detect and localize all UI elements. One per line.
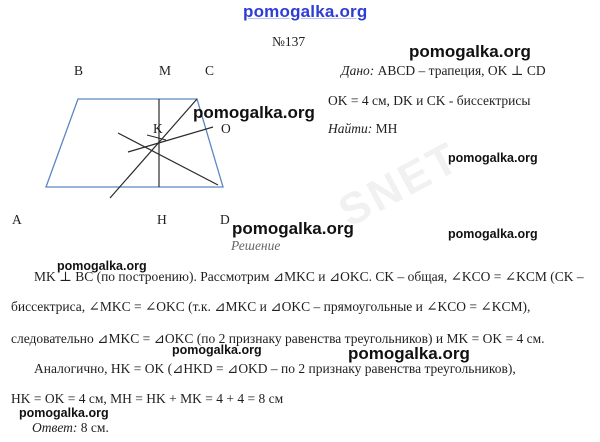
find-line (328, 121, 397, 137)
site-watermark[interactable]: pomogalka.org (232, 219, 354, 238)
label-o: O (221, 121, 231, 136)
find-value: MH (375, 121, 398, 136)
label-c: C (205, 63, 215, 78)
solution-p2-line1: Аналогично, HK = OK (⊿HKD = ⊿OKD – по 2 признаку равенства треугольников), (34, 361, 516, 376)
site-watermark[interactable]: pomogalka.org (448, 151, 538, 165)
label-k: K (153, 121, 163, 136)
find-label: Найти: (328, 121, 373, 136)
label-b: B (74, 63, 84, 78)
solution-heading: Решение (231, 238, 281, 253)
site-watermark[interactable]: pomogalka.org (57, 259, 147, 273)
given-label: Дано: (341, 63, 375, 78)
label-a: A (12, 212, 22, 227)
answer-value: 8 см. (80, 420, 109, 435)
site-watermark[interactable]: pomogalka.org (448, 227, 538, 241)
given-value-1: ABCD – трапеция, OK ⊥ CD (377, 63, 546, 78)
label-h: H (157, 212, 167, 227)
solution-p1-line1: MK ⊥ BC (по построению). Рассмотрим ⊿MKC и ⊿OKC. CK – общая, ∠KCO = ∠KCM (CK – (34, 269, 584, 284)
bisector-ck (110, 99, 197, 198)
answer-label: Ответ: (32, 420, 78, 435)
site-watermark-top[interactable]: pomogalka.org (243, 2, 368, 21)
site-watermark[interactable]: pomogalka.org (193, 103, 315, 122)
solution-p1-line3: следовательно ⊿MKC = ⊿OKC (по 2 признаку равенства треугольников) и MK = OK = 4 см. (11, 331, 545, 346)
site-watermark[interactable]: pomogalka.org (348, 344, 470, 363)
answer-line (32, 420, 109, 436)
label-d: D (220, 212, 230, 227)
site-watermark[interactable]: pomogalka.org (409, 42, 531, 61)
site-watermark[interactable]: pomogalka.org (172, 343, 262, 357)
problem-number: №137 (272, 34, 306, 49)
solution-p2-line2: HK = OK = 4 см, MH = HK + MK = 4 + 4 = 8 см (11, 391, 284, 406)
given-line-2: OK = 4 см, DK и CK - биссектрисы (328, 93, 531, 108)
given-line-1 (341, 63, 546, 79)
background-watermark: SNET (330, 132, 469, 237)
segment-ok (128, 127, 213, 152)
label-m: M (159, 63, 172, 78)
site-watermark[interactable]: pomogalka.org (19, 406, 109, 420)
solution-p1-line2: биссектриса, ∠MKC = ∠OKC (т.к. ⊿MKC и ⊿OKC – прямоугольные и ∠KCO = ∠KCM), (11, 299, 531, 314)
